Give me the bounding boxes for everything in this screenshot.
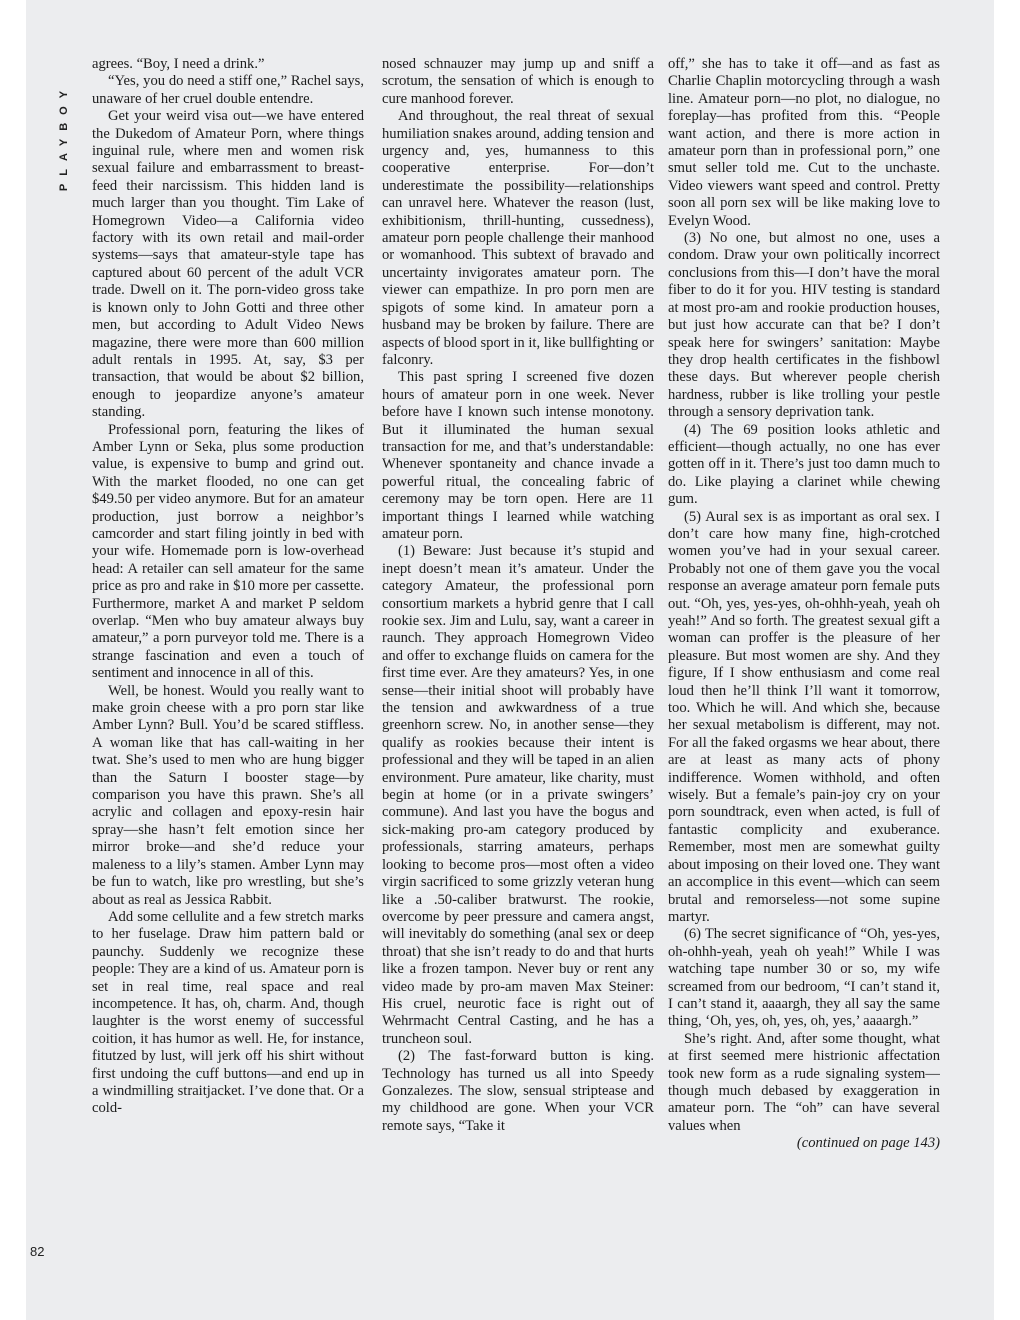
text-column-2 [382,56,654,1276]
paragraph: agrees. “Boy, I need a drink.” [92,56,265,72]
paragraph: (4) The 69 position looks athletic and efficient—though actually, no one has ever gotten off in it. There’s just too damn much to do. Like playing a clarinet while chewing gum. [668,421,940,508]
paragraph: This past spring I screened five dozen hours of amateur porn in one week. Never before have I known such intense monotony. But it illuminated the human sexual transaction for me, and that’s understandable: Whenever spontaneity and chance invade a powerful ritual, the concealing fabric of ceremony may be torn open. Here are 11 important things I learned while watching amateur porn. [382,369,654,542]
paragraph: Get your weird visa out—we have entered the Dukedom of Amateur Porn, where things inguinal rule, where men and women risk sexual failure and embarrassment to breast-feed their narcissism. This hidden land is much larger than you thought. Tim Lake of Homegrown Video—a California video factory with its own retail and mail-order systems—says that amateur-style tape has captured about 60 percent of the adult VCR trade. Dwell on it. The porn-video gross take is known only to John Gotti and three other men, but according to Adult Video News magazine, there were more than 600 million adult rentals in 1995. At, say, $3 per transaction, that would be about $2 billion, enough to jeopardize anyone’s amateur standing. [92,108,364,421]
paragraph: Professional porn, featuring the likes of Amber Lynn or Seka, plus some production value, is expensive to bump and grind out. With the market flooded, no one can get $49.50 per video anymore. But for an amateur production, just borrow a neighbor’s camcorder and start filing jointly in bed with your wife. Homemade porn is low-overhead head: A retailer can sell amateur for the same price as pro and rake in $10 more per cassette. Furthermore, market A and market P seldom overlap. “Men who buy amateur always buy amateur,” a porn purveyor told me. There is a strange fascination and even a touch of sentiment and innocence in all of this. [92,421,364,682]
paragraph: (2) The fast-forward button is king. Technology has turned us all into Speedy Gonzalezes. The slow, sensual striptease and my childhood are gone. When your VCR remote says, “Take it [382,1048,654,1134]
text-column-1 [92,56,364,1276]
paragraph: Add some cellulite and a few stretch marks to her fuselage. Draw him pattern bald or paunchy. Suddenly we recognize these people: They are a kind of us. Amateur porn is set in real time, real space and real incompetence. It has, oh, charm. And, though laughter is the worst enemy of successful coition, it has humor as well. He, for instance, fitutzed by lust, will jerk off his shirt without first undoing the cuff buttons—and end up in a windmilling straitjacket. I’ve done that. Or a cold- [92,908,364,1117]
paragraph: (6) The secret significance of “Oh, yes-yes, oh-ohhh-yeah, yeah oh yeah!” While I was watching tape number 30 or so, my wife screamed from our bedroom, “I can’t stand it, I can’t stand it, aaaargh, they all say the same thing, ‘Oh, yes, oh, yes, oh, yes,’ aaaargh.” [668,926,940,1030]
paragraph: (1) Beware: Just because it’s stupid and inept doesn’t mean it’s amateur. Under the category Amateur, the professional porn consortium markets a hybrid genre that I call rookie sex. Jim and Lulu, say, want a career in raunch. They approach Homegrown Video and offer to exchange fluids on camera for the first time ever. Are they amateurs? Yes, in one sense—their initial shoot will probably have the tension and awkwardness of a true greenhorn screw. No, in another sense—they qualify as rookies because their intent is professional and they will be taped in an alien environment. Pure amateur, like charity, must begin at home (or in a private swingers’ commune). And last you have the bogus and sick-making pro-am category produced by professionals, starring amateurs, perhaps looking to become pros—most often a video virgin sacrificed to some grizzly veteran hung like a .50-caliber bratwurst. The rookie, overcome by peer pressure and camera angst, will inevitably do something (anal sex or deep throat) that she isn’t ready to do and that hurts like a frozen tampon. Never buy or rent any video made by pro-am maven Max Steiner: His cruel, neurotic face is right out of Wehrmacht Central Casting, and he has a truncheon soul. [382,543,654,1047]
magazine-page [26,0,994,1320]
masthead-text: PLAYBOY [58,82,71,192]
paragraph: Well, be honest. Would you really want to make groin cheese with a pro porn star like Amber Lynn? Bull. You’d be scared stiffless. A woman like that has call-waiting in her twat. She’s used to men who are hung bigger than the Saturn I booster stage—by comparison you have this prawn. She’s all acrylic and collagen and epoxy-resin hair spray—she hasn’t felt emotion since her mirror broke—and she’d reduce your maleness to a lily’s stamen. Amber Lynn may be fun to watch, like pro wrestling, but she’s about as real as Jessica Rabbit. [92,682,364,908]
paragraph: (3) No one, but almost no one, uses a condom. Draw your own politically incorrect conclusions from this—I don’t have the moral fiber to do it for you. HIV testing is standard at most pro-am and rookie production houses, but just how accurate can that be? I don’t speak here for swingers’ sanitation: Maybe they drop health certificates in the fishbowl these days. But wherever people cherish hardness, rubber is like trolling your pestle through a sensory deprivation tank. [668,230,940,421]
paragraph: (5) Aural sex is as important as oral sex. I don’t care how many fine, high-crotched women you’ve had in your sexual career. Probably not one of them gave you the vocal response an average amateur porn female puts out. “Oh, yes, yes-yes, oh-ohhh-yeah, yeah oh yeah!” And so forth. The greatest sexual gift a woman can proffer is the pleasure of her pleasure. But most women are shy. And they figure, If I show enthusiasm and come real loud then he’ll think I’ll want it tomorrow, too. Which he will. And which she, because her sexual metabolism is different, may not. For all the faked orgasms we hear about, there are at least as many acts of phony indifference. Women withhold, and often wisely. But a female’s pain-joy cry on your porn soundtrack, even when acted, is full of fantastic complicity and exuberance. Remember, most men are somewhat guilty about imposing on their loved one. They want an accomplice in this event—which can seem brutal and remorseless—not some supine martyr. [668,508,940,925]
paragraph: “Yes, you do need a stiff one,” Rachel says, unaware of her cruel double entendre. [92,73,364,107]
paragraph: nosed schnauzer may jump up and sniff a scrotum, the sensation of which is enough to cure manhood forever. [382,56,654,107]
masthead [56,52,72,222]
page-number: 82 [30,1244,45,1259]
text-column-3 [668,56,940,1276]
paragraph: She’s right. And, after some thought, what at first seemed mere histrionic affectation took new form as a rude signaling system—though much debased by exaggeration in amateur porn. The “oh” can have several values when [668,1030,940,1134]
paragraph: And throughout, the real threat of sexual humiliation snakes around, adding tension and urgency and, yes, humanness to this cooperative enterprise. For—don’t underestimate the possibility—relationships can unravel here. Whatever the reason (lust, exhibitionism, thrill-hunting, cussedness), amateur porn people challenge their manhood or womanhood. This subtext of bravado and uncertainty invigorates amateur porn. The viewer can empathize. In pro porn men are spigots of some kind. In amateur porn a husband may be broken by failure. There are aspects of blood sport in it, like bullfighting or falconry. [382,108,654,368]
continuation-note: (continued on page 143) [796,1135,940,1152]
paragraph: off,” she has to take it off—and as fast as Charlie Chaplin motorcycling through a wash line. Amateur porn—no plot, no dialogue, no foreplay—has profited from this. “People want action, and there is more action in amateur porn than in professional porn,” one smut seller told me. Cut to the unchaste. Video viewers want speed and control. Pretty soon all porn sex will be like making love to Evelyn Wood. [668,56,940,229]
